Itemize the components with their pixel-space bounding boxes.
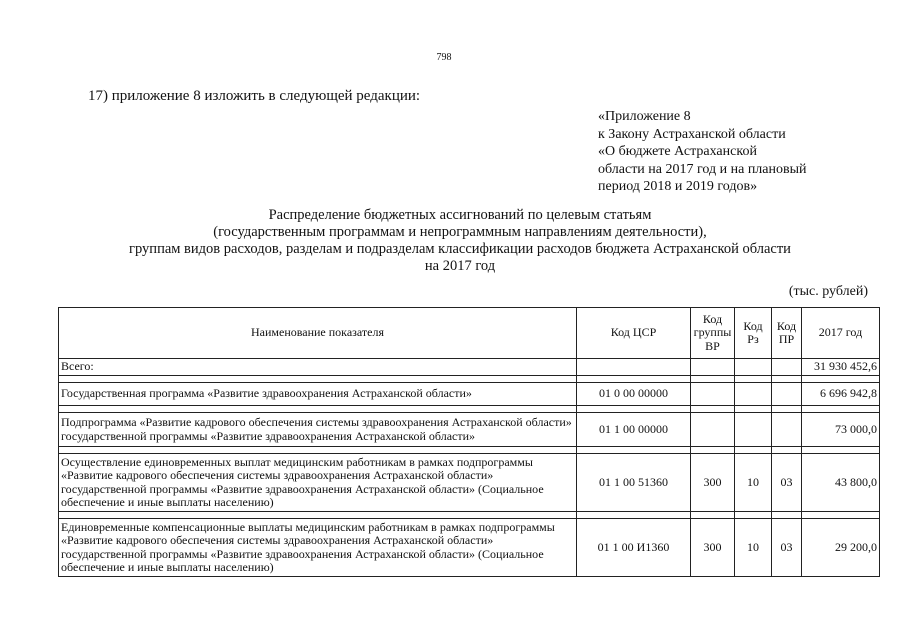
annex-line: «О бюджете Астраханской (598, 144, 757, 159)
cell-pr (772, 413, 802, 447)
intro-text: 17) приложение 8 изложить в следующей редакции: (88, 88, 421, 104)
cell-pr (772, 383, 802, 406)
cell-name: Подпрограмма «Развитие кадрового обеспечения системы здравоохранения Астраханской области» государственной программы «Развитие здравоохранения Астраханской области» (59, 413, 577, 447)
title-line: на 2017 год (424, 258, 496, 274)
row-gap (59, 447, 880, 454)
header-pr: Код ПР (772, 308, 802, 359)
annex-reference (598, 108, 807, 196)
row-gap (59, 512, 880, 519)
table-row (59, 413, 880, 447)
table-row (59, 359, 880, 376)
annex-line: области на 2017 год и на плановый (598, 161, 807, 177)
cell-vr (691, 383, 735, 406)
cell-rz (735, 383, 772, 406)
table-row (59, 383, 880, 406)
cell-name: Единовременные компенсационные выплаты медицинским работникам в рамках подпрограммы «Развитие кадрового обеспечения системы здравоохранения Астраханской области» государственной программы «Развитие здравоохранения Астраханской области» (Социальное обеспечение и иные выплаты населению) (59, 519, 577, 577)
document-title (60, 207, 860, 275)
cell-rz: 10 (735, 519, 772, 577)
header-rz: Код Рз (735, 308, 772, 359)
cell-vr (691, 413, 735, 447)
annex-line: период 2018 и 2019 годов» (598, 179, 758, 194)
cell-csr: 01 1 00 И1360 (577, 519, 691, 577)
header-csr: Код ЦСР (577, 308, 691, 359)
cell-rz (735, 413, 772, 447)
title-line: группам видов расходов, разделам и подразделам классификации расходов бюджета Астраханской области (129, 241, 791, 257)
cell-csr: 01 1 00 00000 (577, 413, 691, 447)
cell-rz (735, 359, 772, 376)
cell-amount: 29 200,0 (802, 519, 880, 577)
cell-amount: 73 000,0 (802, 413, 880, 447)
cell-rz: 10 (735, 454, 772, 512)
title-line: (государственным программам и непрограммным направлениям деятельности), (213, 224, 707, 240)
cell-csr (577, 359, 691, 376)
header-year: 2017 год (802, 308, 880, 359)
cell-name: Государственная программа «Развитие здравоохранения Астраханской области» (59, 383, 577, 406)
cell-amount: 6 696 942,8 (802, 383, 880, 406)
cell-vr: 300 (691, 454, 735, 512)
cell-pr (772, 359, 802, 376)
cell-amount: 43 800,0 (802, 454, 880, 512)
units-label: (тыс. рублей) (788, 284, 868, 299)
row-gap (59, 376, 880, 383)
annex-line: к Закону Астраханской области (598, 126, 786, 142)
table-header-row (59, 308, 880, 359)
header-name: Наименование показателя (59, 308, 577, 359)
title-line: Распределение бюджетных ассигнований по целевым статьям (268, 207, 652, 223)
cell-pr: 03 (772, 519, 802, 577)
page-number: 798 (436, 52, 452, 63)
cell-vr (691, 359, 735, 376)
cell-name: Всего: (59, 359, 577, 376)
cell-name: Осуществление единовременных выплат медицинским работникам в рамках подпрограммы «Развитие кадрового обеспечения системы здравоохранения Астраханской области» государственной программы «Развитие здравоохранения Астраханской области» (Социальное обеспечение и иные выплаты населению) (59, 454, 577, 512)
table-row (59, 454, 880, 512)
cell-csr: 01 0 00 00000 (577, 383, 691, 406)
header-vr: Код группы ВР (691, 308, 735, 359)
cell-vr: 300 (691, 519, 735, 577)
cell-csr: 01 1 00 51360 (577, 454, 691, 512)
cell-amount: 31 930 452,6 (802, 359, 880, 376)
cell-pr: 03 (772, 454, 802, 512)
annex-line: «Приложение 8 (598, 109, 691, 124)
row-gap (59, 406, 880, 413)
budget-table (58, 307, 880, 577)
table-row (59, 519, 880, 577)
